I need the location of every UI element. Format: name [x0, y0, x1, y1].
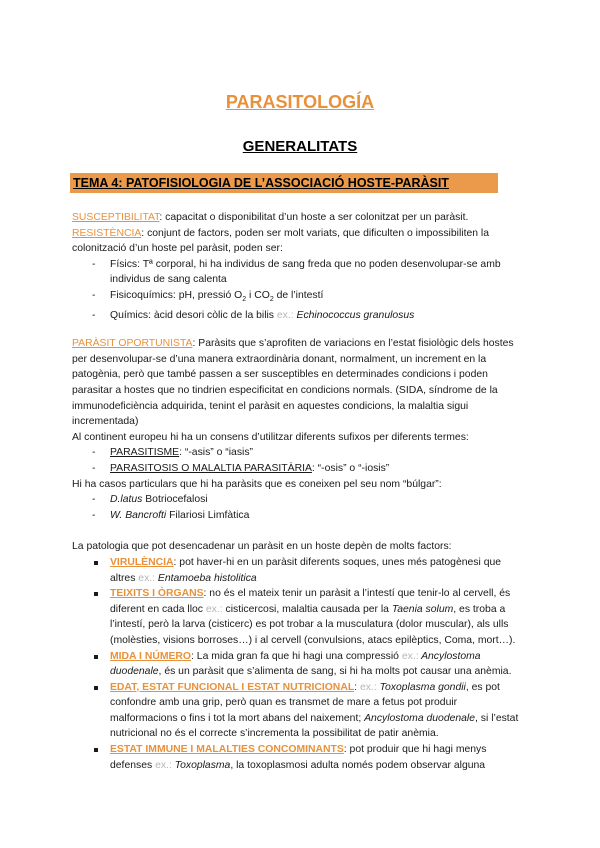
susceptibilitat-term: SUSCEPTIBILITAT [72, 212, 160, 223]
list-item: - Químics: àcid desori còlic de la bilis ex.: Echinococcus granulosus [72, 308, 524, 324]
document-subtitle: GENERALITATS [242, 138, 358, 155]
factors-list [72, 555, 524, 773]
list-item: MIDA I NÚMERO: La mida gran fa que hi hagi una compressió ex.: Ancylostoma duodenale, és un paràsit que s’alimenta de sang, si hi ha molts pot causar una anèmia. [72, 649, 524, 680]
list-item: - Físics: Tª corporal, hi ha individus de sang freda que no poden desenvolupar-se amb individus de sang calenta [72, 257, 524, 288]
vulgar-intro: Hi ha casos particulars que hi ha paràsits que es coneixen pel seu nom “búlgar”: [72, 478, 442, 490]
susceptibilitat-paragraph: SUSCEPTIBILITAT: capacitat o disponibilitat d’un hoste a ser colonitzat per un paràsit. [72, 212, 469, 223]
list-item: EDAT, ESTAT FUNCIONAL I ESTAT NUTRICIONAL: ex.: Toxoplasma gondii, es pot confondre amb una grip, però quan es transmet de mare a fetus pot produir malformacions o fins i tot la mort abans del naixement; Ancylostoma duodenale, si l’estat nutricional no és el correcte s’incrementa la possibilitat de patir anèmia. [72, 680, 524, 742]
list-item: ESTAT IMMUNE I MALALTIES CONCOMINANTS: pot produir que hi hagi menys defenses ex.: Toxoplasma, la toxoplasmosi adulta només podem observar alguna [72, 742, 524, 773]
list-item: TEIXITS I ÒRGANS: no és el mateix tenir un paràsit a l’intestí que tenir-lo al cervell, és diferent en cada lloc ex.: cisticercosi, malaltia causada per la Taenia solum, es troba a l’intestí, però la larva (cisticerc) es pot trobar a la musculatura (dolor muscular), als ulls (molèsties, visions borroses…) i al cervell (convulsions, atacs epilèptics, Coma, mort…). [72, 586, 524, 648]
factors-intro: La patologia que pot desencadenar un paràsit en un hoste depèn de molts factors: [72, 541, 452, 553]
definitions-block [72, 210, 524, 773]
list-item: - D.latus Botriocefalosi [72, 492, 524, 508]
list-item: - W. Bancrofti Filariosi Limfàtica [72, 508, 524, 524]
list-item: - PARASITISME: “-asis” o “iasis” [72, 445, 524, 461]
suffix-intro: Al continent europeu hi ha un consens d’utilitzar diferents sufixos per diferents termes: [72, 431, 469, 443]
oportunista-term: PARÀSIT OPORTUNISTA [72, 338, 193, 350]
resistencia-term: RESISTÈNCIA [72, 227, 142, 239]
vulgar-list [72, 492, 524, 523]
oportunista-paragraph: PARÀSIT OPORTUNISTA: Paràsits que s’aprofiten de variacions en l’estat fisiològic dels hostes per desenvolupar-se d’una manera extraordinària donant, normalment, un increment en la patogènia, però que també passen a ser susceptibles en determinades condicions i poden parasitar a hostes que no tindrien especificitat en condicions normals. (SIDA, síndrome de la immunodeficiència adquirida, tenint el paràsit en aquestes condicions, la malaltia sigui incrementada) [72, 338, 514, 428]
resistencia-paragraph: RESISTÈNCIA: conjunt de factors, poden ser molt variats, que dificulten o impossibiliten la colonització d’un hoste pel paràsit, poden ser: [72, 227, 489, 255]
list-item: - PARASITOSIS O MALALTIA PARASITÀRIA: “-osis” o “-iosis” [72, 461, 524, 477]
suffix-list [72, 445, 524, 476]
list-item: - Fisicoquímics: pH, pressió $O_2$ i $CO_2$ de l’intestí [72, 288, 524, 308]
section-banner: TEMA 4: PATOFISIOLOGIA DE L’ASSOCIACIÓ HOSTE-PARÀSIT [70, 173, 498, 193]
resistencia-list [72, 257, 524, 323]
document-title: PARASITOLOGÍA [225, 92, 375, 112]
list-item: VIRULÈNCIA: pot haver-hi en un paràsit diferents soques, unes més patogènesi que altres ex.: Entamoeba histolitica [72, 555, 524, 586]
